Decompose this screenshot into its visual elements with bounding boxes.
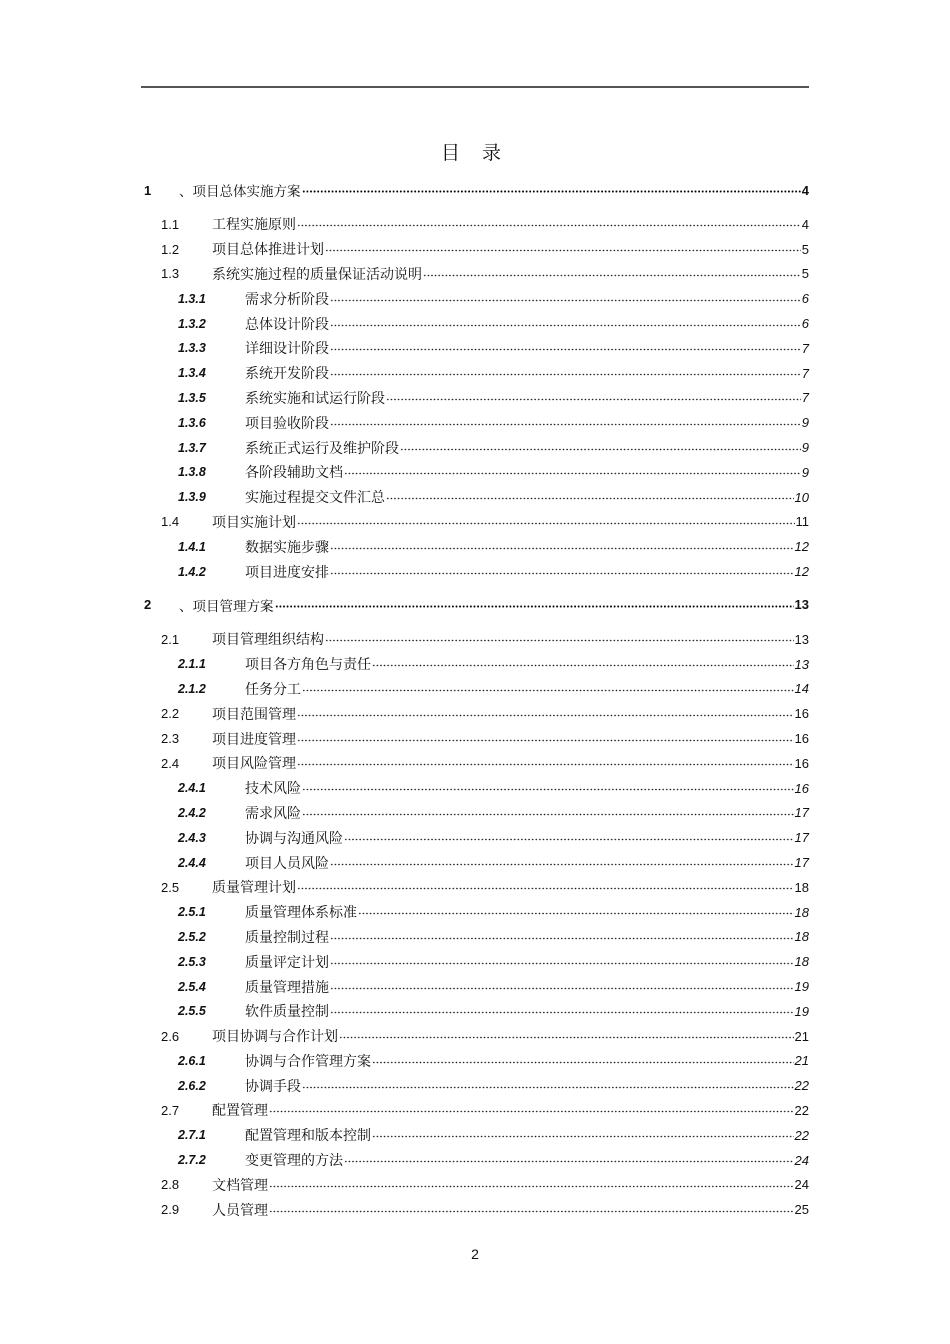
- toc-entry-page: 18: [794, 929, 809, 945]
- toc-title: 目 录: [440, 142, 510, 164]
- toc-entry-number: 2.5.1: [178, 905, 206, 920]
- toc-entry-title: 项目各方角色与责任: [245, 657, 371, 674]
- toc-entry-page: 7: [801, 365, 809, 381]
- toc-entry[interactable]: [141, 286, 809, 311]
- toc-dot-leader: [330, 418, 801, 428]
- toc-entry-number: 2: [144, 597, 152, 613]
- toc-dot-leader: [372, 1130, 794, 1140]
- toc-entry-page: 7: [801, 340, 809, 356]
- toc-entry-page: 10: [794, 489, 809, 505]
- toc-entry-page: 6: [801, 316, 809, 332]
- toc-entry-number: 2.3: [161, 731, 180, 747]
- toc-entry-title: 数据实施步骤: [245, 539, 329, 556]
- toc-entry-title: 系统实施过程的质量保证活动说明: [212, 266, 422, 283]
- toc-entry-title: 实施过程提交文件汇总: [245, 490, 385, 507]
- toc-entry-title: 、项目总体实施方案: [179, 184, 301, 200]
- toc-entry[interactable]: [141, 850, 809, 875]
- toc-dot-leader: [358, 907, 794, 917]
- toc-entry-page: 21: [794, 1053, 809, 1069]
- toc-dot-leader: [325, 244, 801, 254]
- toc-entry-page: 25: [794, 1202, 809, 1218]
- toc-entry-title: 系统实施和试运行阶段: [245, 390, 385, 407]
- toc-entry[interactable]: [141, 751, 809, 776]
- toc-dot-leader: [269, 1180, 794, 1190]
- toc-entry[interactable]: [141, 949, 809, 974]
- toc-entry[interactable]: [141, 361, 809, 386]
- toc-entry-page: 24: [794, 1152, 809, 1168]
- toc-entry-title: 项目范围管理: [212, 706, 296, 723]
- toc-entry-title: 项目验收阶段: [245, 415, 329, 432]
- toc-entry[interactable]: [141, 460, 809, 485]
- toc-entry-number: 2.1.2: [178, 681, 206, 696]
- toc-entry-page: 13: [794, 597, 809, 613]
- toc-entry-title: 项目进度安排: [245, 564, 329, 581]
- toc-dot-leader: [302, 783, 794, 793]
- toc-entry-title: 质量管理计划: [212, 880, 296, 897]
- toc-entry-page: 6: [801, 291, 809, 307]
- toc-entry-title: 任务分工: [245, 681, 301, 698]
- toc-dot-leader: [330, 294, 801, 304]
- toc-entry[interactable]: [141, 801, 809, 826]
- table-of-contents: [141, 177, 809, 1222]
- toc-entry-number: 1.4.2: [178, 564, 206, 579]
- toc-entry-title: 人员管理: [212, 1202, 268, 1219]
- toc-entry[interactable]: [141, 237, 809, 262]
- toc-entry-page: 9: [801, 464, 809, 480]
- toc-entry[interactable]: [141, 825, 809, 850]
- toc-entry-page: 17: [794, 855, 809, 871]
- toc-entry-title: 项目总体推进计划: [212, 242, 324, 259]
- toc-entry[interactable]: [141, 485, 809, 510]
- toc-entry[interactable]: [141, 776, 809, 801]
- toc-entry-title: 变更管理的方法: [245, 1153, 343, 1170]
- toc-dot-leader: [330, 858, 794, 868]
- toc-entry-number: 1.3.3: [178, 341, 206, 356]
- toc-dot-leader: [297, 882, 794, 892]
- toc-dot-leader: [302, 1081, 794, 1091]
- toc-entry[interactable]: [141, 1049, 809, 1074]
- toc-entry-number: 1.3.7: [178, 440, 206, 455]
- toc-entry[interactable]: [141, 592, 809, 618]
- toc-entry-number: 1.3.1: [178, 291, 206, 306]
- toc-dot-leader: [330, 542, 794, 552]
- toc-entry-page: 19: [794, 979, 809, 994]
- toc-entry-page: 9: [801, 415, 809, 431]
- toc-entry-number: 2.4: [161, 755, 180, 771]
- toc-dot-leader: [344, 833, 794, 843]
- toc-entry[interactable]: [141, 336, 809, 361]
- toc-entry-title: 协调与合作管理方案: [245, 1053, 371, 1070]
- toc-entry-page: 13: [794, 631, 809, 647]
- toc-entry-title: 质量管理措施: [245, 979, 329, 996]
- toc-entry-title: 需求风险: [245, 805, 301, 822]
- toc-entry-title: 协调与沟通风险: [245, 830, 343, 847]
- toc-entry-number: 1.3.2: [178, 316, 206, 331]
- toc-dot-leader: [400, 443, 801, 453]
- toc-dot-leader: [330, 932, 794, 942]
- toc-entry-number: 2.7.2: [178, 1153, 206, 1168]
- toc-entry-page: 12: [794, 539, 809, 555]
- toc-dot-leader: [302, 185, 801, 195]
- toc-dot-leader: [325, 634, 794, 644]
- toc-entry-page: 18: [794, 904, 809, 920]
- toc-entry-number: 2.2: [161, 706, 180, 722]
- toc-entry-title: 需求分析阶段: [245, 291, 329, 308]
- toc-entry-page: 17: [794, 805, 809, 821]
- toc-entry-page: 24: [794, 1177, 809, 1193]
- toc-entry-title: 工程实施原则: [212, 217, 296, 234]
- toc-entry-title: 质量控制过程: [245, 929, 329, 946]
- toc-dot-leader: [344, 1155, 794, 1165]
- toc-entry-page: 16: [794, 731, 809, 747]
- toc-dot-leader: [297, 758, 794, 768]
- toc-entry-number: 1.3.6: [178, 415, 206, 430]
- toc-entry-number: 1.3.4: [178, 366, 206, 381]
- toc-entry-number: 2.6.1: [178, 1053, 206, 1068]
- toc-entry-title: 系统正式运行及维护阶段: [245, 440, 399, 457]
- toc-entry-title: 项目管理组织结构: [212, 632, 324, 649]
- toc-entry-page: 7: [801, 390, 809, 406]
- toc-entry-number: 1.2: [161, 241, 180, 257]
- toc-entry-number: 2.6: [161, 1028, 180, 1044]
- toc-entry-title: 各阶段辅助文档: [245, 465, 343, 482]
- toc-dot-leader: [330, 567, 794, 577]
- toc-entry-page: 5: [801, 241, 809, 257]
- toc-entry-page: 17: [794, 830, 809, 846]
- toc-entry-number: 2.4.1: [178, 781, 206, 796]
- toc-entry-title: 配置管理: [212, 1103, 268, 1120]
- toc-entry[interactable]: [141, 311, 809, 336]
- toc-entry[interactable]: [141, 1073, 809, 1098]
- toc-entry-number: 2.6.2: [178, 1078, 206, 1093]
- page-number: 2: [471, 1246, 479, 1262]
- toc-entry-number: 2.9: [161, 1202, 180, 1218]
- toc-entry[interactable]: [141, 212, 809, 237]
- toc-entry-title: 配置管理和版本控制: [245, 1128, 371, 1145]
- toc-entry-title: 质量管理体系标准: [245, 905, 357, 922]
- toc-entry-page: 5: [801, 266, 809, 282]
- toc-entry-title: 总体设计阶段: [245, 316, 329, 333]
- toc-entry-page: 16: [794, 755, 809, 771]
- toc-entry-number: 1.3.5: [178, 390, 206, 405]
- toc-entry-number: 2.7: [161, 1102, 180, 1118]
- toc-dot-leader: [275, 600, 794, 610]
- toc-dot-leader: [269, 1105, 794, 1115]
- toc-entry-title: 技术风险: [245, 781, 301, 798]
- toc-entry-page: 9: [801, 440, 809, 456]
- toc-entry-page: 12: [794, 564, 809, 580]
- toc-dot-leader: [330, 982, 794, 992]
- toc-entry-page: 18: [794, 954, 809, 970]
- toc-dot-leader: [386, 393, 801, 403]
- toc-entry[interactable]: [141, 534, 809, 559]
- toc-entry[interactable]: [141, 999, 809, 1024]
- toc-entry-number: 2.5: [161, 879, 180, 895]
- toc-dot-leader: [297, 734, 794, 744]
- toc-entry-number: 2.1: [161, 631, 180, 647]
- toc-entry[interactable]: [141, 386, 809, 411]
- toc-entry[interactable]: [141, 1148, 809, 1173]
- toc-entry[interactable]: [141, 510, 809, 535]
- toc-entry-number: 2.4.3: [178, 830, 206, 845]
- toc-dot-leader: [297, 219, 801, 229]
- toc-dot-leader: [330, 319, 801, 329]
- toc-entry[interactable]: [141, 925, 809, 950]
- toc-entry-number: 2.5.3: [178, 954, 206, 969]
- toc-entry[interactable]: [141, 627, 809, 652]
- toc-entry-page: 22: [794, 1078, 809, 1094]
- toc-entry[interactable]: [141, 974, 809, 999]
- toc-entry[interactable]: [141, 1123, 809, 1148]
- toc-entry[interactable]: [141, 410, 809, 435]
- toc-entry-number: 2.5.2: [178, 929, 206, 944]
- toc-entry-number: 1.3.9: [178, 490, 206, 505]
- toc-entry-page: 18: [794, 879, 809, 895]
- toc-entry-number: 2.8: [161, 1177, 180, 1193]
- toc-dot-leader: [269, 1205, 794, 1215]
- toc-entry[interactable]: [141, 875, 809, 900]
- toc-entry[interactable]: [141, 177, 809, 203]
- toc-entry-page: 22: [794, 1127, 809, 1143]
- toc-entry-page: 13: [794, 656, 809, 672]
- toc-entry[interactable]: [141, 559, 809, 584]
- toc-dot-leader: [330, 1006, 794, 1016]
- toc-entry[interactable]: [141, 1172, 809, 1197]
- header-rule: [141, 86, 809, 88]
- toc-entry-number: 1.1: [161, 216, 180, 232]
- toc-dot-leader: [297, 709, 794, 719]
- toc-entry-number: 2.7.1: [178, 1128, 206, 1143]
- toc-dot-leader: [330, 368, 801, 378]
- toc-dot-leader: [302, 808, 794, 818]
- toc-entry-title: 协调手段: [245, 1078, 301, 1095]
- toc-entry[interactable]: [141, 701, 809, 726]
- toc-entry[interactable]: [141, 677, 809, 702]
- toc-entry-number: 2.5.5: [178, 1004, 206, 1019]
- toc-entry[interactable]: [141, 726, 809, 751]
- toc-dot-leader: [372, 1056, 794, 1066]
- toc-dot-leader: [339, 1031, 794, 1041]
- toc-entry-page: 11: [795, 514, 809, 530]
- toc-entry-number: 1.4: [161, 514, 180, 530]
- toc-entry-number: 1.3.8: [178, 465, 206, 480]
- toc-entry-number: 1.3: [161, 266, 180, 282]
- toc-entry-title: 系统开发阶段: [245, 366, 329, 383]
- toc-dot-leader: [344, 467, 801, 477]
- toc-entry-page: 14: [794, 681, 809, 697]
- toc-entry-title: 项目风险管理: [212, 756, 296, 773]
- toc-entry-number: 2.4.2: [178, 805, 206, 820]
- toc-entry[interactable]: [141, 262, 809, 287]
- toc-dot-leader: [372, 659, 794, 669]
- toc-entry-number: 2.5.4: [178, 979, 206, 994]
- toc-entry-title: 文档管理: [212, 1177, 268, 1194]
- toc-entry[interactable]: [141, 652, 809, 677]
- toc-entry-page: 4: [801, 182, 809, 198]
- toc-entry-number: 2.1.1: [178, 657, 206, 672]
- toc-dot-leader: [386, 492, 794, 502]
- toc-entry-page: 16: [794, 780, 809, 796]
- toc-entry-title: 项目实施计划: [212, 514, 296, 531]
- toc-entry[interactable]: [141, 1197, 809, 1222]
- toc-entry-page: 16: [794, 706, 809, 722]
- toc-entry-title: 、项目管理方案: [179, 598, 274, 615]
- toc-entry-title: 项目进度管理: [212, 731, 296, 748]
- toc-entry-number: 1: [144, 182, 152, 198]
- toc-entry-page: 21: [794, 1028, 809, 1044]
- toc-entry-page: 4: [801, 216, 809, 232]
- toc-entry[interactable]: [141, 900, 809, 925]
- toc-entry[interactable]: [141, 1098, 809, 1123]
- toc-entry-title: 质量评定计划: [245, 954, 329, 971]
- toc-entry-title: 项目协调与合作计划: [212, 1029, 338, 1046]
- toc-entry-page: 22: [794, 1102, 809, 1118]
- toc-entry-page: 19: [794, 1003, 809, 1019]
- toc-dot-leader: [330, 343, 801, 353]
- toc-entry[interactable]: [141, 435, 809, 460]
- toc-entry-title: 项目人员风险: [245, 855, 329, 872]
- toc-entry-title: 软件质量控制: [245, 1004, 329, 1021]
- toc-entry-number: 1.4.1: [178, 539, 206, 554]
- toc-entry-title: 详细设计阶段: [245, 341, 329, 358]
- toc-dot-leader: [330, 957, 794, 967]
- toc-dot-leader: [302, 684, 794, 694]
- toc-dot-leader: [423, 269, 801, 279]
- toc-entry[interactable]: [141, 1024, 809, 1049]
- toc-dot-leader: [297, 517, 795, 527]
- toc-entry-number: 2.4.4: [178, 855, 206, 870]
